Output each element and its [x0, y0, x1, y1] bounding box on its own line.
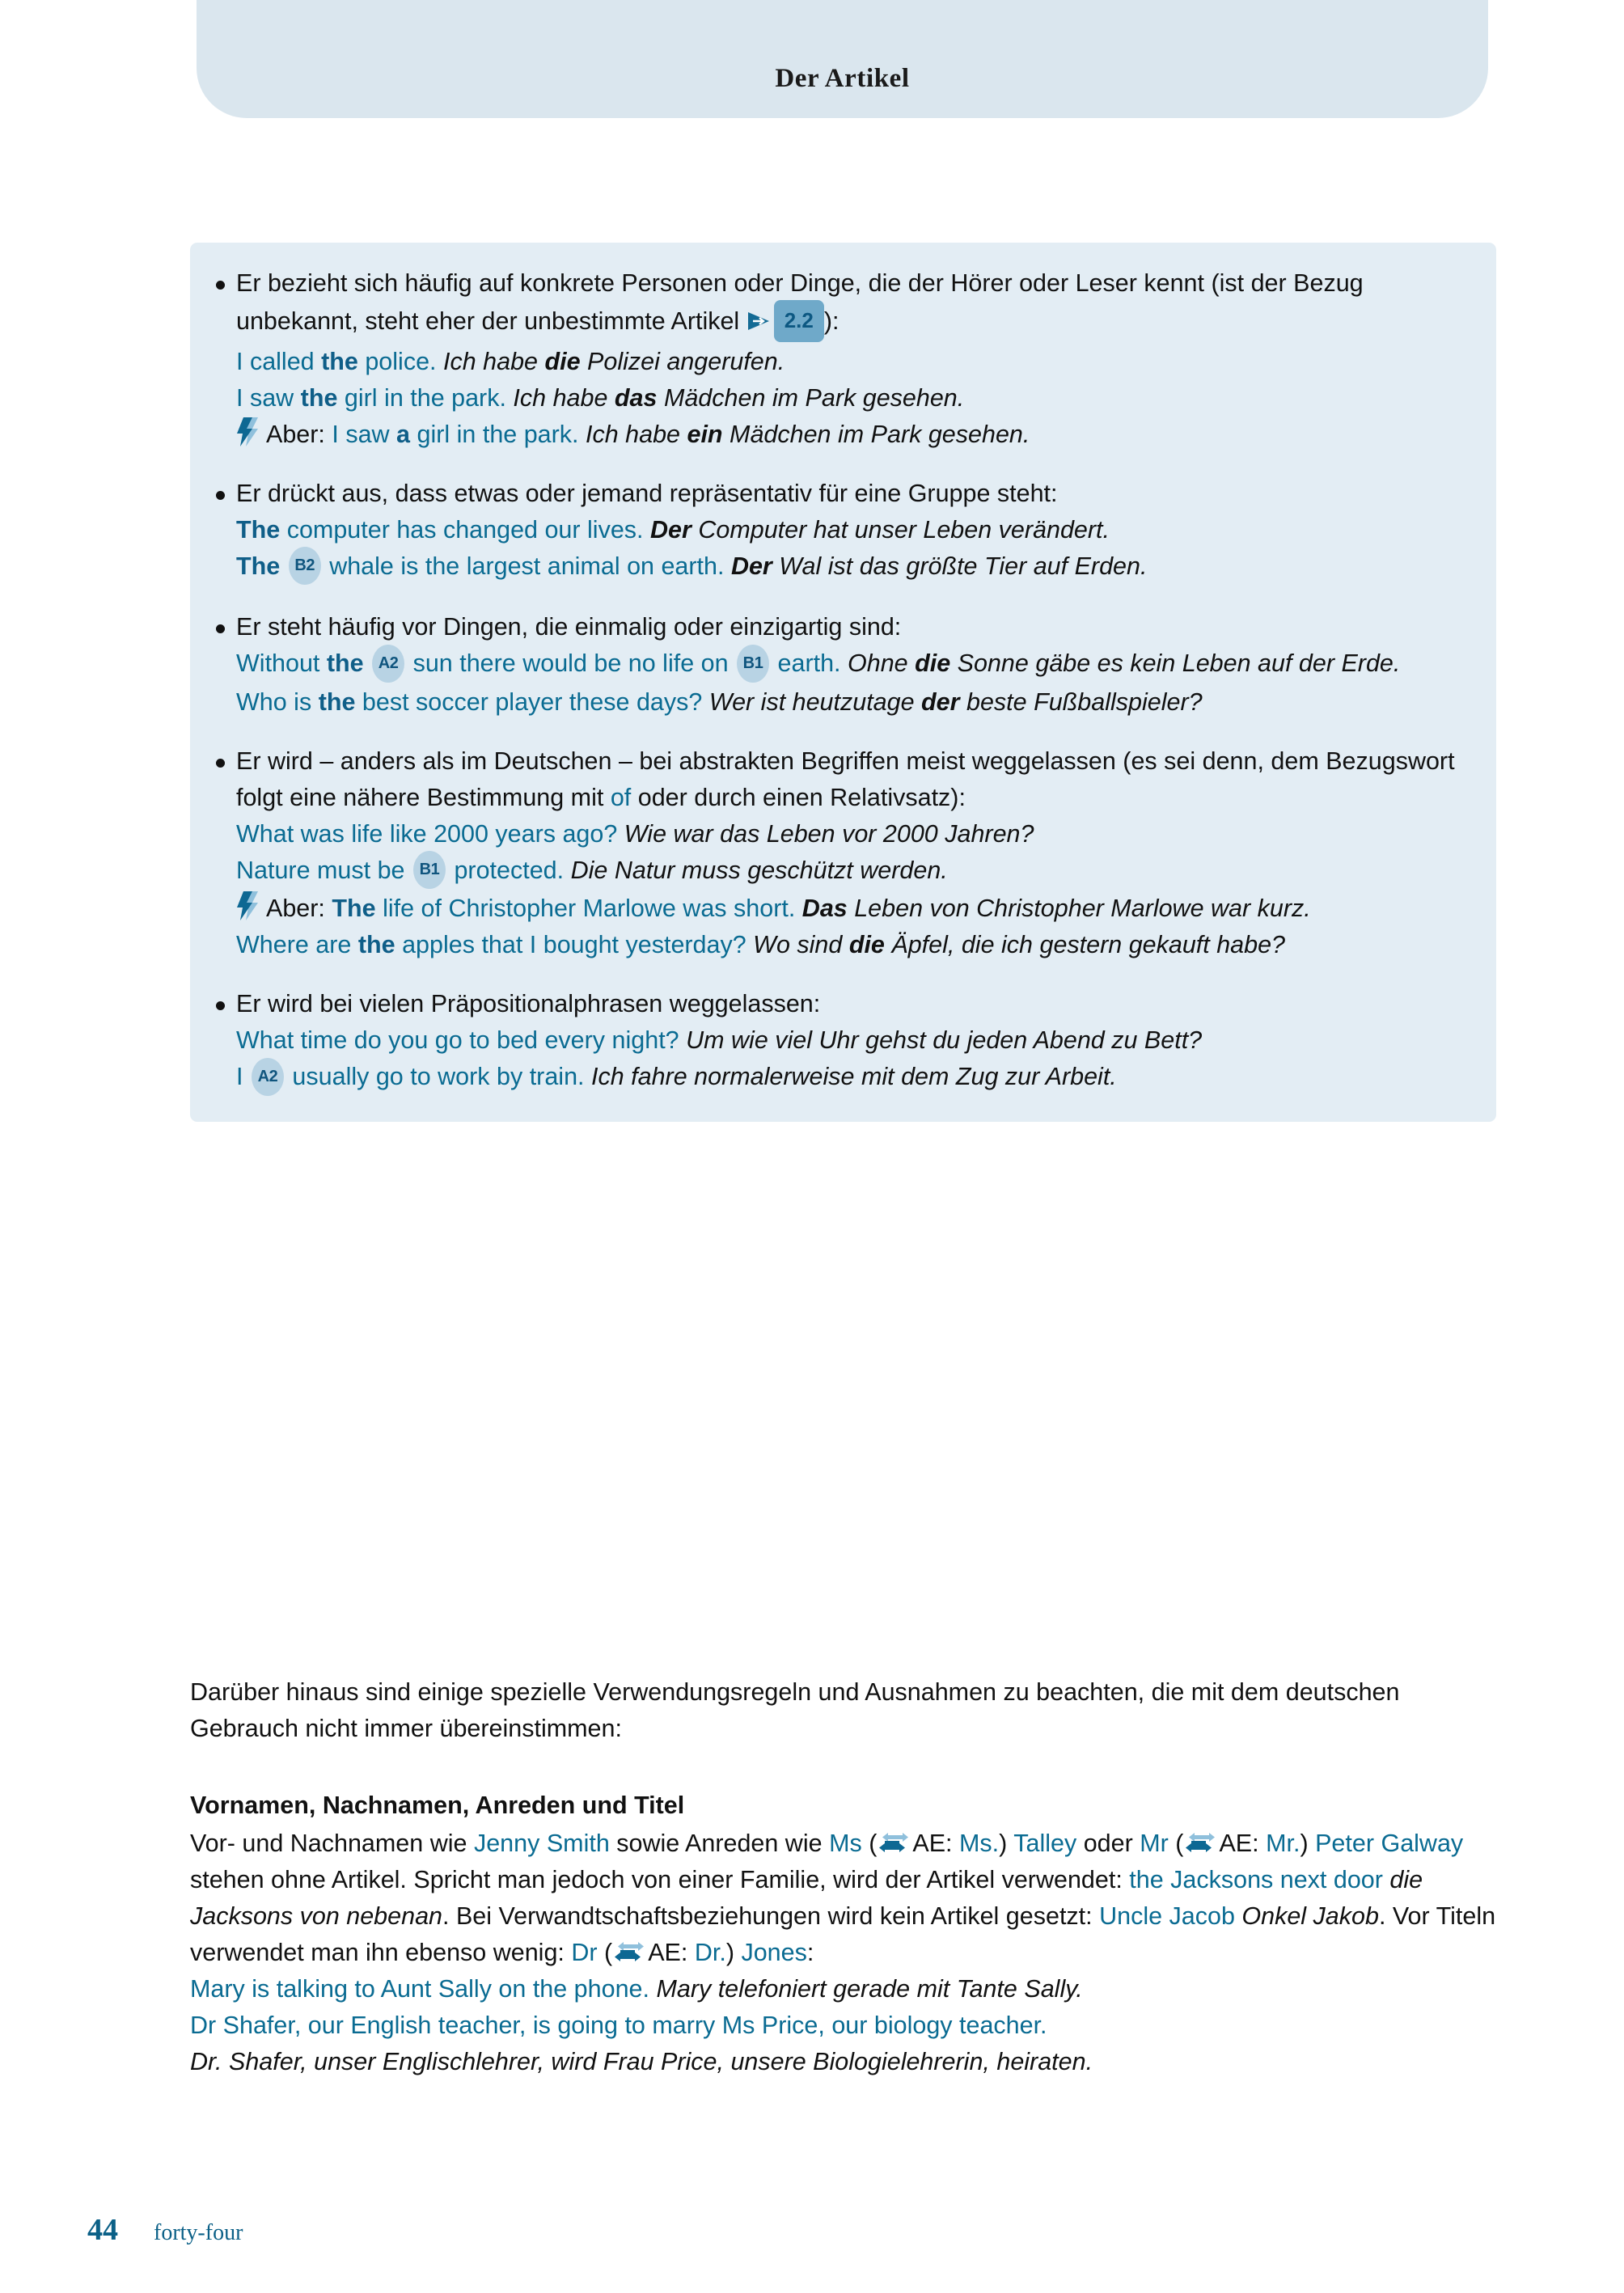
triangle-arrow-right-icon — [746, 306, 771, 327]
bullet-body — [236, 986, 1469, 1097]
exchange-arrows-icon — [1185, 1828, 1216, 1850]
example-line — [236, 344, 1469, 380]
example-de-cont: Polizei angerufen. — [580, 348, 785, 375]
example-en-article: a — [396, 421, 411, 448]
rule-text: Er drückt aus, dass etwas oder jemand repräsentativ für eine Gruppe steht: — [236, 480, 1058, 507]
prose-text: ( — [1168, 1830, 1184, 1857]
names-paragraph — [190, 1830, 1495, 1966]
example-de-article: das — [614, 384, 658, 412]
example-name: Peter Galway — [1315, 1830, 1464, 1857]
bullet-body — [236, 609, 1469, 720]
example-de-cont: Mädchen im Park gesehen. — [657, 384, 965, 412]
prose-text: . Bei Verwandtschaftsbeziehungen wird kein Artikel gesetzt: — [442, 1902, 1100, 1930]
example-en-phrase: the Jacksons next door — [1129, 1866, 1383, 1893]
example-de: Um wie viel Uhr gehst du jeden Abend zu Bett? — [679, 1026, 1203, 1055]
prose-text: oder — [1076, 1830, 1140, 1857]
intro-paragraph-text: Darüber hinaus sind einige spezielle Verwendungsregeln und Ausnahmen zu beachten, die mit dem deutschen Gebrauch nicht immer übereinstimmen: — [190, 1678, 1400, 1742]
example-en-cont: protected. — [447, 856, 565, 884]
example-en-cont: usually go to work by train. — [285, 1063, 585, 1091]
example-line — [236, 684, 1469, 721]
bullet-dot-icon — [216, 624, 225, 633]
example-de-article: Der — [724, 552, 772, 580]
example-de: Ohne — [840, 649, 916, 678]
example-name: Jones — [741, 1939, 807, 1966]
bullet-dot-icon — [216, 491, 225, 500]
prose-text: . Vor Titeln verwendet man ihn ebenso wenig: — [190, 1902, 1496, 1966]
level-badge-a2[interactable]: A2 — [252, 1058, 284, 1096]
example-de: Ich fahre normalerweise mit dem Zug zur Arbeit. — [584, 1063, 1117, 1091]
example-line — [236, 512, 1469, 548]
cross-reference-number[interactable]: 2.2 — [774, 300, 824, 342]
example-en: Nature must be — [236, 856, 412, 884]
section-heading: Vornamen, Nachnamen, Anreden und Titel — [190, 1792, 685, 1819]
exception-label: Aber: — [266, 895, 325, 923]
example-en-cont: apples that I bought yesterday? — [395, 931, 746, 959]
bullet-body — [236, 743, 1469, 963]
example-en-cont: best soccer player these days? — [355, 687, 703, 716]
example-de-phrase: Onkel Jakob — [1234, 1902, 1379, 1930]
example-name: Talley — [1013, 1830, 1077, 1857]
example-de-article: Das — [795, 895, 848, 923]
exchange-arrows-icon — [878, 1828, 909, 1850]
example-title: Ms — [829, 1830, 862, 1857]
lightning-bolt-icon — [236, 417, 259, 447]
example-title: Mr — [1140, 1830, 1169, 1857]
example-en-cont: sun there would be no life on — [406, 649, 736, 678]
level-badge-b1[interactable]: B1 — [737, 645, 769, 683]
example-de-article: ein — [687, 421, 723, 448]
example-title-ae: Mr. — [1266, 1830, 1300, 1857]
example-de: Ich habe — [436, 348, 545, 375]
example-en-article: the — [321, 348, 358, 375]
example-en-phrase: Uncle Jacob — [1099, 1902, 1235, 1930]
rule-text: Er wird – anders als im Deutschen – bei abstrakten Begriffen meist weggelassen (es sei denn, dem Bezugswort folgt eine nähere Bestimmung mit — [236, 747, 1455, 811]
bullet-prepositional-phrases — [208, 986, 1469, 1097]
bullet-abstract-nouns — [208, 743, 1469, 963]
example-line — [236, 1059, 1469, 1097]
example-line — [236, 380, 1469, 417]
rule-text-cont: ): — [823, 307, 839, 336]
example-en-article: the — [300, 384, 338, 412]
example-en-article: The — [324, 895, 376, 923]
example-line-exception — [236, 891, 1469, 927]
example-de-article: die — [544, 348, 581, 375]
bullet-dot-icon — [216, 281, 225, 290]
prose-text: Vor- und Nachnamen wie — [190, 1830, 474, 1857]
example-en-cont: girl in the park. — [410, 421, 579, 448]
example-de-cont: beste Fußballspieler? — [959, 687, 1203, 716]
prose-text: ) — [999, 1830, 1014, 1857]
example-de: Wie war das Leben vor 2000 Jahren? — [617, 819, 1034, 848]
example-de-article: Der — [643, 516, 691, 544]
example-de: Wal ist das größte Tier auf Erden. — [772, 552, 1148, 580]
example-en: I — [236, 1063, 250, 1091]
example-en: I saw — [324, 421, 397, 448]
prose-text: ) — [725, 1939, 742, 1966]
lightning-bolt-icon — [236, 891, 259, 921]
example-en-cont: police. — [357, 348, 437, 375]
example-en: life of Christopher Marlowe was short. — [375, 895, 796, 923]
example-de-phrase: die Jacksons von nebenan — [190, 1866, 1423, 1930]
example-en-article: The — [236, 516, 281, 544]
prose-text: : — [806, 1939, 814, 1966]
cross-reference-link[interactable] — [746, 302, 824, 344]
example-de-article: die — [848, 931, 885, 959]
example-en: Mary is talking to Aunt Sally on the phone. — [190, 1975, 649, 2003]
exception-label: Aber: — [266, 421, 325, 448]
example-de-cont: Mädchen im Park gesehen. — [722, 421, 1030, 448]
exchange-arrows-icon — [614, 1937, 645, 1959]
example-en-cont: girl in the park. — [337, 384, 506, 412]
example-en-article: the — [357, 931, 395, 959]
example-en: computer has changed our lives. — [280, 516, 644, 544]
example-en: What time do you go to bed every night? — [236, 1026, 679, 1055]
example-en-cont2: earth. — [771, 649, 841, 678]
example-line — [236, 645, 1469, 683]
example-de-cont: Sonne gäbe es kein Leben auf der Erde. — [950, 649, 1401, 678]
bullet-dot-icon — [216, 759, 225, 768]
page-title: Der Artikel — [775, 64, 910, 93]
example-de: Ich habe — [505, 384, 615, 412]
bullet-representative-group — [208, 476, 1469, 586]
example-en: Without — [236, 649, 327, 678]
page-footer — [87, 2212, 243, 2248]
rule-text-en-word: of — [610, 783, 632, 811]
example-en: What was life like 2000 years ago? — [236, 819, 618, 848]
rule-text: Er wird bei vielen Präpositionalphrasen weggelassen: — [236, 990, 821, 1018]
bullet-definite-concrete — [208, 265, 1469, 453]
ae-label: AE: — [648, 1939, 695, 1966]
example-de: Computer hat unser Leben verändert. — [691, 516, 1110, 544]
example-en: Dr Shafer, our English teacher, is going to marry Ms Price, our biology teacher. — [190, 2012, 1047, 2039]
bullet-dot-icon — [216, 1001, 225, 1010]
page-header-banner — [197, 0, 1488, 118]
example-de: Wo sind — [746, 931, 849, 959]
bullet-body — [236, 476, 1469, 586]
rule-text: Er bezieht sich häufig auf konkrete Personen oder Dinge, die der Hörer oder Leser kennt (ist der Bezug unbekannt, steht eher der unbestimmte Artikel — [236, 269, 1364, 336]
example-de: Mary telefoniert gerade mit Tante Sally. — [649, 1975, 1083, 2003]
ae-label: AE: — [912, 1830, 960, 1857]
example-line — [236, 927, 1469, 963]
example-line — [236, 1022, 1469, 1059]
example-name: Jenny Smith — [473, 1830, 610, 1857]
bullet-body — [236, 265, 1469, 453]
names-section — [190, 1787, 1496, 2080]
level-badge-b2[interactable]: B2 — [289, 547, 321, 585]
rules-box — [190, 243, 1496, 1122]
example-line-exception — [236, 417, 1469, 453]
rule-text-cont: oder durch einen Relativsatz): — [631, 783, 966, 811]
example-title-ae: Dr. — [694, 1939, 726, 1966]
page-number-word: forty-four — [154, 2220, 243, 2245]
example-en: Where are — [236, 931, 358, 959]
ae-label: AE: — [1219, 1830, 1267, 1857]
example-de: Dr. Shafer, unser Englischlehrer, wird Frau Price, unsere Biologielehrerin, heiraten. — [190, 2048, 1093, 2075]
bullet-unique-things — [208, 609, 1469, 720]
level-badge-b1[interactable]: B1 — [413, 851, 446, 889]
level-badge-a2[interactable]: A2 — [372, 645, 404, 683]
prose-text: sowie Anreden wie — [609, 1830, 830, 1857]
example-line — [236, 852, 1469, 891]
example-de: Ich habe — [578, 421, 687, 448]
example-de-article: die — [915, 649, 951, 678]
prose-text: ( — [861, 1830, 878, 1857]
rule-text: Er steht häufig vor Dingen, die einmalig oder einzigartig sind: — [236, 613, 902, 641]
example-de: Leben von Christopher Marlowe war kurz. — [847, 895, 1311, 923]
example-de: Die Natur muss geschützt werden. — [564, 856, 948, 884]
example-line — [190, 2044, 1496, 2080]
example-de: Wer ist heutzutage — [702, 687, 922, 716]
example-title-ae: Ms. — [959, 1830, 1000, 1857]
example-en: Who is — [236, 687, 319, 716]
example-de-article: der — [921, 687, 960, 716]
example-en-article: the — [326, 649, 364, 678]
example-de-cont: Äpfel, die ich gestern gekauft habe? — [884, 931, 1286, 959]
example-line — [190, 2007, 1496, 2044]
example-line — [236, 548, 1469, 586]
example-en: whale is the largest animal on earth. — [322, 552, 725, 580]
example-line — [190, 1971, 1496, 2007]
page-number: 44 — [87, 2213, 118, 2247]
prose-text: ) — [1300, 1830, 1316, 1857]
intro-paragraph — [190, 1674, 1496, 1747]
example-en: I saw — [236, 384, 301, 412]
prose-text: ( — [597, 1939, 613, 1966]
prose-text: stehen ohne Artikel. Spricht man jedoch von einer Familie, wird der Artikel verwendet: — [190, 1866, 1130, 1893]
example-title: Dr — [571, 1939, 598, 1966]
example-line — [236, 816, 1469, 852]
example-en-article: The — [236, 552, 281, 580]
example-en-article: the — [318, 687, 356, 716]
example-en: I called — [236, 348, 322, 375]
